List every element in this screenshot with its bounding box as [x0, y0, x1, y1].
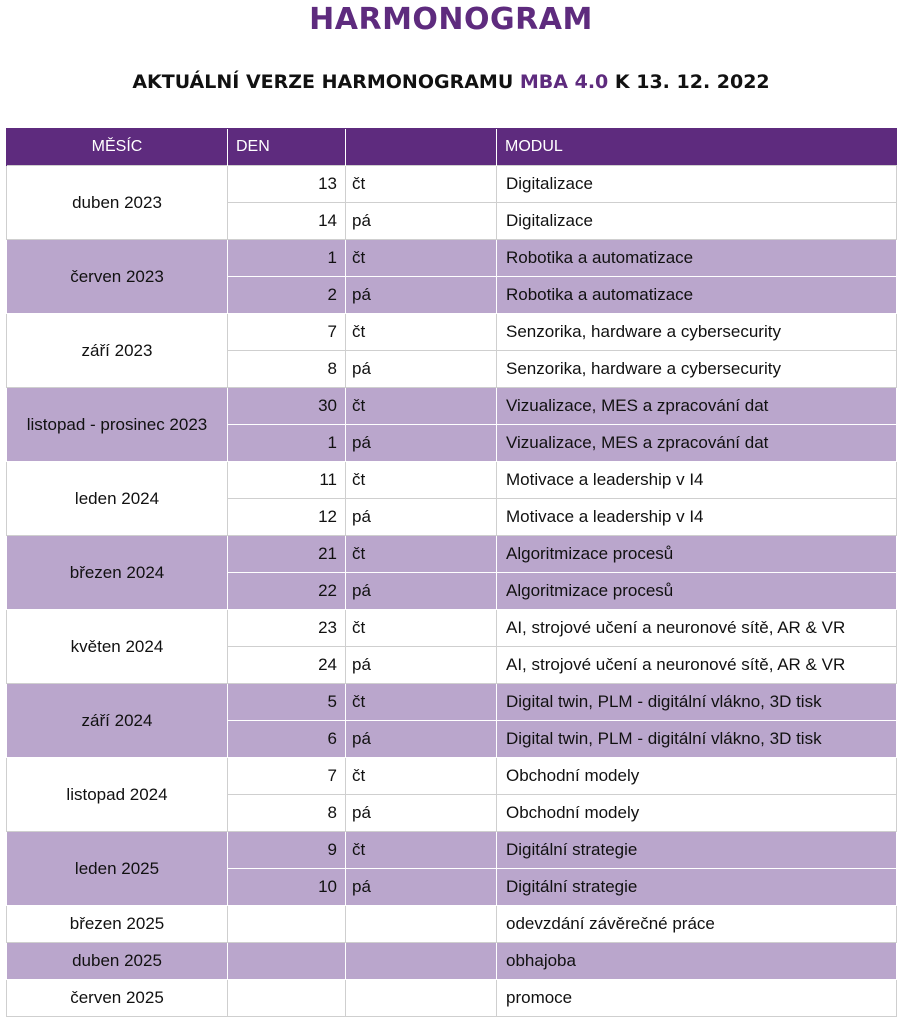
table-row — [7, 943, 897, 980]
day-cell: 12 — [228, 499, 346, 536]
table-row — [7, 462, 897, 499]
header-month: MĚSÍC — [7, 129, 228, 166]
weekday-cell: pá — [346, 425, 497, 462]
weekday-cell: čt — [346, 536, 497, 573]
module-cell: Senzorika, hardware a cybersecurity — [497, 314, 897, 351]
day-cell: 21 — [228, 536, 346, 573]
month-cell: březen 2024 — [7, 536, 228, 610]
subtitle-program: MBA 4.0 — [519, 71, 609, 93]
weekday-cell: pá — [346, 499, 497, 536]
weekday-cell: čt — [346, 684, 497, 721]
subtitle-date: K 13. 12. 2022 — [614, 71, 770, 93]
page-subtitle — [0, 71, 902, 93]
day-cell: 11 — [228, 462, 346, 499]
table-row — [7, 314, 897, 351]
table-row — [7, 832, 897, 869]
month-cell: září 2024 — [7, 684, 228, 758]
day-cell: 14 — [228, 203, 346, 240]
module-cell: Digitální strategie — [497, 869, 897, 906]
module-cell: obhajoba — [497, 943, 897, 980]
table-row — [7, 980, 897, 1017]
module-cell: Digitální strategie — [497, 832, 897, 869]
module-cell: AI, strojové učení a neuronové sítě, AR & VR — [497, 647, 897, 684]
module-cell: Obchodní modely — [497, 758, 897, 795]
module-cell: Vizualizace, MES a zpracování dat — [497, 425, 897, 462]
header-day-label: DEN — [236, 138, 270, 155]
day-cell: 8 — [228, 351, 346, 388]
weekday-cell: čt — [346, 166, 497, 203]
month-cell: listopad - prosinec 2023 — [7, 388, 228, 462]
subtitle-prefix: AKTUÁLNÍ VERZE HARMONOGRAMU — [132, 71, 514, 93]
module-cell: Algoritmizace procesů — [497, 573, 897, 610]
weekday-cell: čt — [346, 610, 497, 647]
module-cell: Robotika a automatizace — [497, 240, 897, 277]
day-cell: 22 — [228, 573, 346, 610]
month-cell: červen 2025 — [7, 980, 228, 1017]
table-row — [7, 906, 897, 943]
weekday-cell: pá — [346, 203, 497, 240]
weekday-cell: čt — [346, 832, 497, 869]
month-cell: červen 2023 — [7, 240, 228, 314]
day-cell: 2 — [228, 277, 346, 314]
header-row — [7, 129, 897, 166]
header-module — [497, 129, 897, 166]
month-cell: leden 2025 — [7, 832, 228, 906]
month-cell: květen 2024 — [7, 610, 228, 684]
schedule-body — [7, 166, 897, 1017]
module-cell: odevzdání závěrečné práce — [497, 906, 897, 943]
day-cell: 5 — [228, 684, 346, 721]
table-row — [7, 684, 897, 721]
module-cell: Digitalizace — [497, 166, 897, 203]
day-cell — [228, 943, 346, 980]
weekday-cell: pá — [346, 573, 497, 610]
weekday-cell — [346, 906, 497, 943]
weekday-cell: čt — [346, 462, 497, 499]
module-cell: Motivace a leadership v I4 — [497, 499, 897, 536]
module-cell: promoce — [497, 980, 897, 1017]
header-day — [228, 129, 346, 166]
table-row — [7, 166, 897, 203]
header-module-label: MODUL — [505, 138, 563, 155]
day-cell: 7 — [228, 314, 346, 351]
weekday-cell: pá — [346, 647, 497, 684]
month-cell: listopad 2024 — [7, 758, 228, 832]
day-cell: 7 — [228, 758, 346, 795]
table-row — [7, 536, 897, 573]
header-dow — [346, 129, 497, 166]
month-cell: duben 2023 — [7, 166, 228, 240]
day-cell: 1 — [228, 425, 346, 462]
day-cell: 24 — [228, 647, 346, 684]
table-row — [7, 240, 897, 277]
weekday-cell: pá — [346, 721, 497, 758]
module-cell: Vizualizace, MES a zpracování dat — [497, 388, 897, 425]
day-cell: 8 — [228, 795, 346, 832]
day-cell — [228, 906, 346, 943]
module-cell: Digitalizace — [497, 203, 897, 240]
weekday-cell: čt — [346, 240, 497, 277]
weekday-cell — [346, 980, 497, 1017]
day-cell: 1 — [228, 240, 346, 277]
module-cell: Senzorika, hardware a cybersecurity — [497, 351, 897, 388]
day-cell: 9 — [228, 832, 346, 869]
table-row — [7, 388, 897, 425]
module-cell: AI, strojové učení a neuronové sítě, AR & VR — [497, 610, 897, 647]
month-cell: březen 2025 — [7, 906, 228, 943]
module-cell: Digital twin, PLM - digitální vlákno, 3D tisk — [497, 721, 897, 758]
month-cell: leden 2024 — [7, 462, 228, 536]
month-cell: duben 2025 — [7, 943, 228, 980]
weekday-cell: pá — [346, 351, 497, 388]
schedule-header — [7, 129, 897, 166]
day-cell: 10 — [228, 869, 346, 906]
weekday-cell: čt — [346, 758, 497, 795]
day-cell — [228, 980, 346, 1017]
day-cell: 13 — [228, 166, 346, 203]
weekday-cell — [346, 943, 497, 980]
table-row — [7, 610, 897, 647]
day-cell: 6 — [228, 721, 346, 758]
day-cell: 30 — [228, 388, 346, 425]
module-cell: Obchodní modely — [497, 795, 897, 832]
day-cell: 23 — [228, 610, 346, 647]
weekday-cell: čt — [346, 388, 497, 425]
schedule-table — [6, 128, 897, 1017]
month-cell: září 2023 — [7, 314, 228, 388]
weekday-cell: pá — [346, 795, 497, 832]
weekday-cell: pá — [346, 277, 497, 314]
module-cell: Motivace a leadership v I4 — [497, 462, 897, 499]
module-cell: Algoritmizace procesů — [497, 536, 897, 573]
module-cell: Robotika a automatizace — [497, 277, 897, 314]
module-cell: Digital twin, PLM - digitální vlákno, 3D tisk — [497, 684, 897, 721]
table-row — [7, 758, 897, 795]
weekday-cell: pá — [346, 869, 497, 906]
page-title: HARMONOGRAM — [309, 2, 593, 37]
weekday-cell: čt — [346, 314, 497, 351]
